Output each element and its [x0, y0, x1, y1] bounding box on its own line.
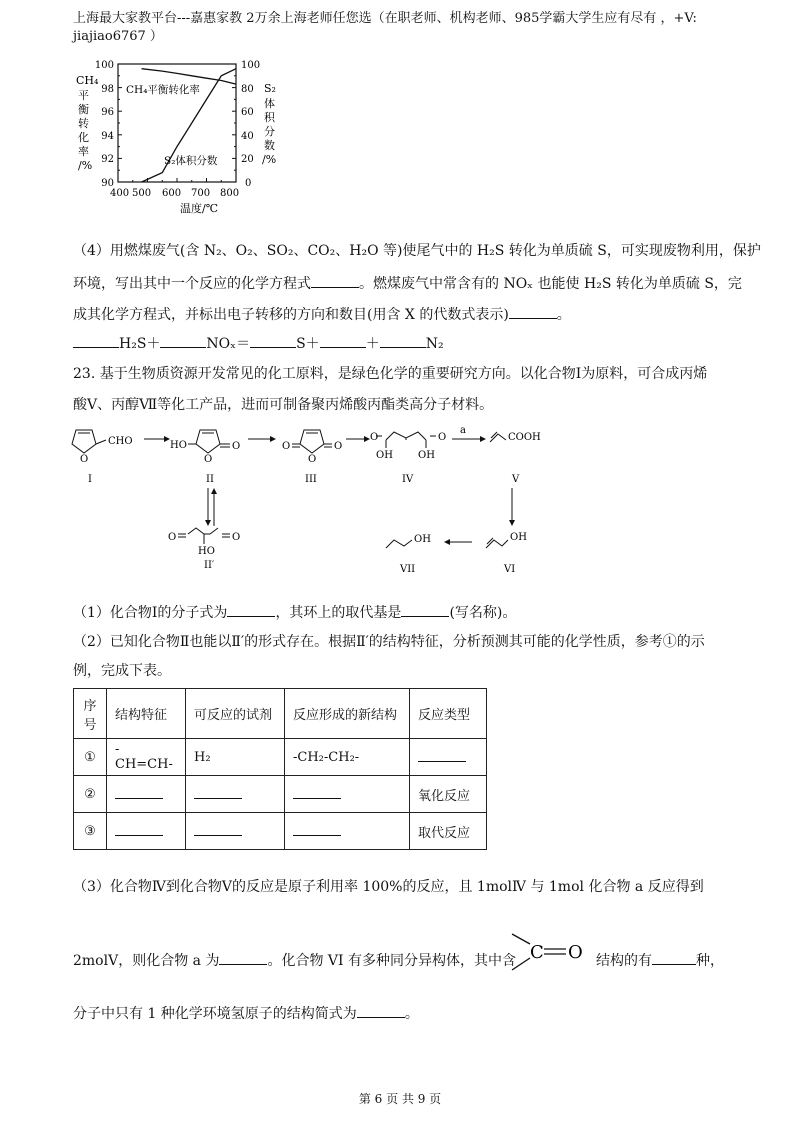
s2-curve-label: S₂体积分数: [164, 155, 218, 167]
sub1-line: [73, 602, 733, 622]
y-left-tick: 90: [101, 178, 114, 189]
left-label-char: 衡: [78, 103, 89, 116]
q4-text: 环境，写出其中一个反应的化学方程式: [73, 276, 311, 292]
row-new-structure: -CH₂-CH₂-: [285, 739, 410, 776]
sub2-line-1: （2）已知化合物Ⅱ也能以Ⅱ′的形式存在。根据Ⅱ′的结构特征，分析预测其可能的化学性质，参考①的示: [73, 634, 705, 650]
bond-upper: [512, 934, 530, 944]
row-feature-cell: [107, 776, 186, 813]
y-right-tick: 40: [241, 131, 254, 142]
atom-o: O: [568, 942, 583, 963]
right-label-char: 体: [264, 97, 275, 110]
sub1-text: (写名称)。: [449, 605, 517, 621]
group-ho: HO: [170, 440, 187, 451]
sub3-line-3: [73, 1003, 733, 1023]
property-table: [73, 688, 487, 850]
header-line-1: 上海最大家教平台---嘉惠家教 2万余上海老师任您选（在职老师、机构老师、985学霸大学生应有尽有 ，+V:: [73, 11, 697, 26]
label-II: II: [206, 474, 214, 485]
sub3-text: 。化合物 VI 有多种同分异构体，其中含: [267, 953, 516, 969]
right-label-char: S₂: [264, 82, 276, 95]
coef-blank[interactable]: [73, 333, 119, 348]
right-label-char: /%: [262, 153, 277, 166]
group-oh: OH: [376, 450, 393, 461]
answer-blank[interactable]: [293, 786, 341, 799]
q4-equation: [73, 333, 733, 353]
x-tick: 800: [220, 188, 240, 199]
y-left-tick: 98: [101, 84, 114, 95]
table-header: 反应类型: [410, 689, 487, 739]
y-right-tick: 80: [241, 84, 254, 95]
y-left-tick: 92: [101, 154, 114, 165]
row-type: 氧化反应: [410, 776, 487, 813]
answer-blank[interactable]: [357, 1003, 405, 1018]
q4-text: 。: [556, 307, 571, 323]
page-number: 第 6 页 共 9 页: [358, 1092, 442, 1106]
sub3-text: 分子中只有 1 种化学环境氢原子的结构简式为: [73, 1006, 357, 1022]
reaction-scheme: [60, 420, 580, 580]
sub3-line-2-tail: [596, 950, 736, 970]
coef-blank[interactable]: [320, 333, 366, 348]
answer-blank[interactable]: [194, 786, 242, 799]
atom-o: O: [232, 441, 241, 452]
compound-III: [292, 430, 332, 453]
q4-line-3: [73, 304, 733, 324]
y-left-tick: 100: [94, 60, 114, 71]
carbonyl-group: [508, 930, 588, 976]
sub1-text: （1）化合物Ⅰ的分子式为: [73, 605, 228, 621]
q4-line-2: [73, 273, 742, 293]
arrowhead-icon: [444, 539, 450, 545]
answer-blank[interactable]: [219, 950, 267, 965]
atom-o: O: [204, 454, 213, 465]
y-right-tick: 60: [241, 107, 254, 118]
arrowhead-icon: [480, 436, 486, 442]
atom-o: O: [80, 454, 89, 465]
arrowhead-icon: [205, 520, 211, 526]
x-ticks: [110, 188, 239, 199]
table-header: 结构特征: [107, 689, 186, 739]
label-IV: IV: [402, 474, 414, 485]
table-row: [74, 776, 487, 813]
row-new-cell: [285, 813, 410, 850]
table-header: 可反应的试剂: [186, 689, 285, 739]
left-label-char: /%: [78, 159, 93, 172]
left-label-char: CH₄: [76, 74, 99, 87]
atom-o: O: [168, 532, 177, 543]
answer-blank[interactable]: [115, 823, 163, 836]
sub3-text: 2molV，则化合物 a 为: [73, 953, 220, 969]
bond-lower: [512, 958, 530, 970]
compound-V: [490, 432, 506, 442]
atom-c: C: [530, 942, 544, 963]
group-oh: OH: [414, 534, 431, 545]
eq-term: N₂: [425, 336, 444, 352]
atom-o: O: [370, 432, 379, 443]
row-number: ①: [74, 739, 107, 776]
eq-term: H₂S＋: [119, 336, 161, 352]
y-right-tick: 20: [241, 154, 254, 165]
compound-IV: [376, 432, 436, 448]
answer-blank[interactable]: [227, 602, 275, 617]
arrowhead-icon: [270, 436, 276, 442]
row-feature: -CH=CH-: [107, 739, 186, 776]
arrowhead-icon: [509, 520, 515, 526]
atom-o: O: [282, 441, 291, 452]
atom-o: O: [334, 441, 343, 452]
y-left-tick: 96: [101, 107, 114, 118]
sub3-line-1: （3）化合物Ⅳ到化合物Ⅴ的反应是原子利用率 100%的反应，且 1molⅣ 与 1mol 化合物 a 反应得到: [73, 879, 704, 895]
row-reagent-cell: [186, 813, 285, 850]
answer-blank[interactable]: [194, 823, 242, 836]
left-label-char: 转: [78, 117, 89, 130]
label-III: III: [305, 474, 317, 485]
sub1-text: ，其环上的取代基是: [275, 605, 402, 621]
atom-o: O: [232, 532, 241, 543]
sub3-text: 。: [404, 1006, 419, 1022]
compound-II-prime: [178, 528, 230, 544]
coef-blank[interactable]: [250, 333, 296, 348]
right-axis-label: [262, 82, 276, 166]
q4-text: 成其化学方程式，并标出电子转移的方向和数目(用含 X 的代数式表示): [73, 307, 509, 323]
compound-I: [72, 430, 106, 453]
reagent-a: a: [460, 425, 466, 436]
atom-o: O: [438, 432, 447, 443]
eq-term: S＋: [296, 336, 320, 352]
ch4-curve-label: CH₄平衡转化率: [126, 84, 200, 96]
group-ho: HO: [198, 546, 215, 557]
label-VII: VII: [400, 564, 416, 575]
group-oh: OH: [510, 532, 527, 543]
x-tick: 700: [191, 188, 211, 199]
sub3-text: 种，: [696, 953, 724, 969]
row-number: ③: [74, 813, 107, 850]
compound-II: [188, 430, 230, 453]
y-left-tick: 94: [101, 131, 114, 142]
compound-VI: [486, 538, 508, 548]
y-right-ticks: [241, 60, 260, 189]
equilibrium-chart: [60, 52, 300, 220]
x-axis-label: 温度/℃: [180, 202, 219, 215]
group-oh: OH: [418, 450, 435, 461]
header-line-2: jiajiao6767 ）: [73, 29, 163, 44]
eq-term: NOₓ＝: [206, 336, 251, 352]
row-new-cell: [285, 776, 410, 813]
label-II-prime: II′: [204, 560, 215, 571]
arrowhead-icon: [211, 488, 217, 494]
row-number: ②: [74, 776, 107, 813]
right-label-char: 数: [264, 139, 275, 152]
compound-VII: [386, 540, 412, 548]
row-type: 取代反应: [410, 813, 487, 850]
left-label-char: 率: [78, 145, 89, 158]
x-tick: 500: [132, 188, 152, 199]
group-cho: CHO: [108, 436, 133, 447]
x-tick: 600: [162, 188, 182, 199]
ch4-conversion-curve: [142, 69, 236, 84]
left-label-char: 化: [78, 131, 89, 144]
table-header: 反应形成的新结构: [285, 689, 410, 739]
answer-blank[interactable]: [401, 602, 449, 617]
left-axis-label: [76, 74, 99, 172]
table-row: [74, 739, 487, 776]
q23-line-2: 酸Ⅴ、丙醇Ⅶ等化工产品，进而可制备聚丙烯酸丙酯类高分子材料。: [73, 397, 494, 413]
answer-blank[interactable]: [418, 749, 466, 762]
label-VI: VI: [504, 564, 516, 575]
group-cooh: COOH: [508, 432, 541, 443]
coef-blank[interactable]: [160, 333, 206, 348]
answer-blank[interactable]: [509, 304, 557, 319]
x-tick: 400: [110, 188, 130, 199]
q4-line-1: （4）用燃煤废气(含 N₂、O₂、SO₂、CO₂、H₂O 等)使尾气中的 H₂S 转化为单质硫 S，可实现废物利用，保护: [73, 243, 761, 259]
eq-term: ＋: [365, 336, 380, 352]
y-right-tick: 100: [241, 60, 261, 71]
label-V: V: [512, 474, 520, 485]
right-label-char: 分: [264, 125, 275, 138]
answer-blank[interactable]: [115, 786, 163, 799]
q4-text: 。燃煤废气中常含有的 NOₓ 也能使 H₂S 转化为单质硫 S，完: [359, 276, 742, 292]
table-header: 序号: [74, 689, 107, 739]
row-reagent-cell: [186, 776, 285, 813]
row-type-cell: [410, 739, 487, 776]
row-reagent: H₂: [186, 739, 285, 776]
coef-blank[interactable]: [380, 333, 426, 348]
table-header-row: [74, 689, 487, 739]
y-right-tick: 0: [245, 178, 252, 189]
right-label-char: 积: [264, 111, 275, 124]
page-header: [73, 10, 763, 46]
row-feature-cell: [107, 813, 186, 850]
atom-o: O: [308, 454, 317, 465]
answer-blank[interactable]: [652, 950, 696, 965]
left-label-char: 平: [78, 89, 89, 102]
table-row: [74, 813, 487, 850]
sub3-text: 结构的有: [596, 953, 652, 969]
answer-blank[interactable]: [293, 823, 341, 836]
answer-blank[interactable]: [311, 273, 359, 288]
sub2-line-2: 例，完成下表。: [73, 663, 171, 679]
q23-line-1: 23. 基于生物质资源开发常见的化工原料，是绿色化学的重要研究方向。以化合物Ⅰ为原料，可合成丙烯: [73, 366, 708, 382]
label-I: I: [88, 474, 92, 485]
